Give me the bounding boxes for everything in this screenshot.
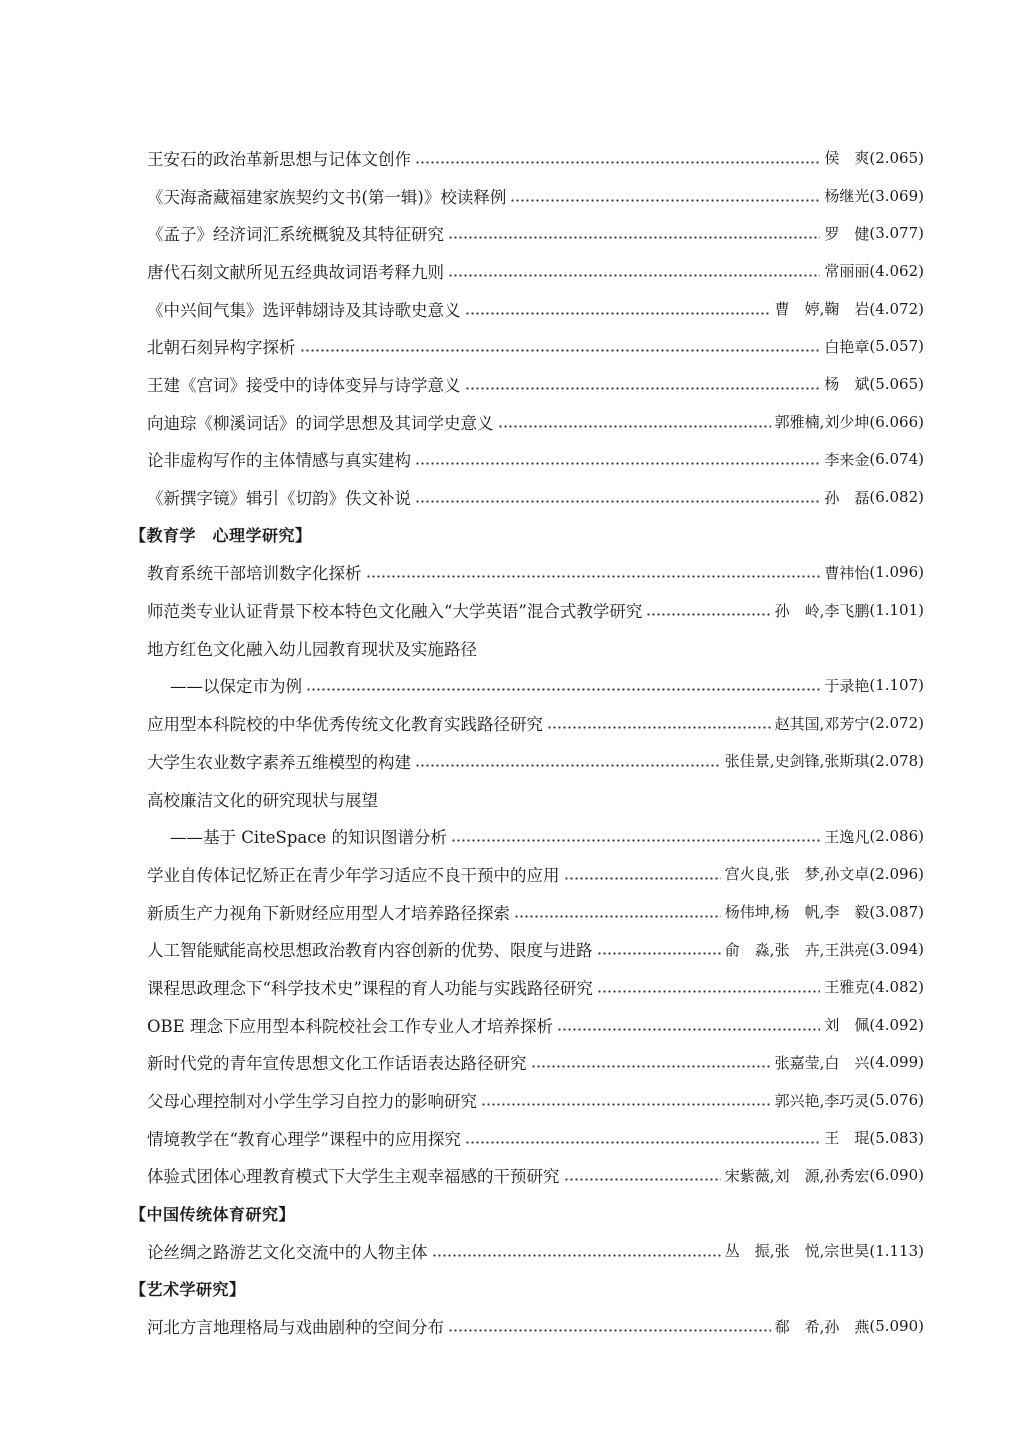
- dot-leader: [465, 1130, 820, 1146]
- entry-issue-page: (4.092): [869, 1015, 924, 1034]
- entry-title: 向迪琮《柳溪词话》的词学思想及其词学史意义: [147, 413, 494, 433]
- entry-title: 教育系统干部培训数字化探析: [147, 564, 362, 584]
- entry-title: 《中兴间气集》选评韩翃诗及其诗歌史意义: [147, 300, 461, 320]
- toc-entry: [0, 667, 1024, 705]
- toc-entry: [0, 591, 1024, 629]
- entry-title: 课程思政理念下“科学技术史”课程的育人功能与实践路径研究: [147, 978, 593, 998]
- entry-authors: 李来金: [824, 450, 870, 469]
- entry-authors: 白艳章: [824, 337, 870, 356]
- entry-authors: 杨继光: [824, 187, 870, 206]
- toc-entry: [0, 1044, 1024, 1082]
- dot-leader: [514, 904, 721, 920]
- dot-leader: [465, 301, 771, 317]
- toc-entry: [0, 441, 1024, 479]
- entry-title: 体验式团体心理教育模式下大学生主观幸福感的干预研究: [147, 1167, 560, 1187]
- dot-leader: [564, 866, 721, 882]
- toc-entry: [0, 1232, 1024, 1270]
- toc-entry: [0, 1119, 1024, 1157]
- dot-leader: [481, 1092, 771, 1108]
- entry-authors: 王雅克: [824, 978, 870, 997]
- entry-title: 新时代党的青年宣传思想文化工作话语表达路径研究: [147, 1054, 527, 1074]
- dot-leader: [415, 489, 820, 505]
- entry-issue-page: (4.099): [869, 1053, 924, 1072]
- dot-leader: [366, 564, 821, 580]
- toc-entry: [0, 1006, 1024, 1044]
- dot-leader: [597, 979, 820, 995]
- entry-authors: 杨 斌: [824, 375, 870, 394]
- entry-title: 高校廉洁文化的研究现状与展望: [147, 790, 378, 810]
- dot-leader: [547, 715, 771, 731]
- entry-issue-page: (3.077): [869, 224, 924, 243]
- entry-authors: 曹 婷,鞠 岩: [774, 300, 870, 319]
- entry-title: 王安石的政治革新思想与记体文创作: [147, 149, 411, 169]
- toc-entry: [0, 177, 1024, 215]
- entry-issue-page: (4.072): [869, 299, 924, 318]
- entry-issue-page: (5.065): [869, 374, 924, 393]
- entry-issue-page: (1.107): [869, 676, 924, 695]
- entry-authors: 王 琨: [824, 1129, 870, 1148]
- dot-leader: [306, 677, 820, 693]
- section-heading: [0, 1194, 1024, 1232]
- entry-authors: 孙 磊: [824, 488, 870, 507]
- toc-entry: [0, 817, 1024, 855]
- entry-title: 大学生农业数字素养五维模型的构建: [147, 752, 411, 772]
- entry-authors: 杨伟坤,杨 帆,李 毅: [724, 903, 870, 922]
- entry-authors: 张嘉莹,白 兴: [774, 1053, 870, 1072]
- toc-entry: [0, 403, 1024, 441]
- entry-title: 王建《宫词》接受中的诗体变异与诗学意义: [147, 375, 461, 395]
- entry-issue-page: (3.094): [869, 940, 924, 959]
- toc-entry: [0, 893, 1024, 931]
- dot-leader: [415, 451, 820, 467]
- section-label: 【艺术学研究】: [130, 1279, 246, 1299]
- entry-issue-page: (2.096): [869, 864, 924, 883]
- entry-title: 《天海斋藏福建家族契约文书(第一辑)》校读释例: [147, 187, 507, 207]
- dot-leader: [415, 150, 820, 166]
- dot-leader: [300, 338, 821, 354]
- entry-authors: 王逸凡: [824, 827, 870, 846]
- entry-authors: 刘 佩: [824, 1016, 870, 1035]
- entry-issue-page: (6.066): [869, 412, 924, 431]
- entry-title: 人工智能赋能高校思想政治教育内容创新的优势、限度与进路: [147, 941, 593, 961]
- entry-issue-page: (2.086): [869, 827, 924, 846]
- entry-title: 学业自传体记忆矫正在青少年学习适应不良干预中的应用: [147, 865, 560, 885]
- entry-issue-page: (6.074): [869, 450, 924, 469]
- dot-leader: [415, 753, 721, 769]
- entry-issue-page: (1.096): [869, 563, 924, 582]
- dot-leader: [448, 225, 820, 241]
- entry-title: 唐代石刻文献所见五经典故词语考释九则: [147, 262, 444, 282]
- entry-issue-page: (3.069): [869, 186, 924, 205]
- dot-leader: [448, 263, 820, 279]
- entry-issue-page: (6.090): [869, 1166, 924, 1185]
- entry-title: 北朝石刻异构字探析: [147, 338, 296, 358]
- entry-issue-page: (1.101): [869, 601, 924, 620]
- entry-title: 新质生产力视角下新财经应用型人才培养路径探索: [147, 903, 510, 923]
- entry-issue-page: (3.087): [869, 902, 924, 921]
- entry-title: 情境教学在“教育心理学”课程中的应用探究: [147, 1129, 461, 1149]
- toc-entry: [0, 930, 1024, 968]
- dot-leader: [646, 602, 770, 618]
- entry-authors: 宋紫薇,刘 源,孙秀宏: [724, 1166, 870, 1185]
- toc-entry: [0, 742, 1024, 780]
- toc-entry: [0, 1157, 1024, 1195]
- entry-authors: 曹祎怡: [824, 563, 870, 582]
- entry-issue-page: (2.065): [869, 148, 924, 167]
- entry-authors: 郭雅楠,刘少坤: [774, 413, 870, 432]
- entry-title: OBE 理念下应用型本科院校社会工作专业人才培养探析: [147, 1016, 553, 1036]
- toc-entry: [0, 327, 1024, 365]
- dot-leader: [557, 1017, 820, 1033]
- entry-authors: 孙 岭,李飞鹏: [774, 601, 870, 620]
- entry-issue-page: (4.062): [869, 261, 924, 280]
- entry-title: 《孟子》经济词汇系统概貌及其特征研究: [147, 225, 444, 245]
- dot-leader: [432, 1243, 721, 1259]
- entry-authors: 罗 健: [824, 224, 870, 243]
- entry-authors: 侯 爽: [824, 149, 870, 168]
- toc-entry: [0, 290, 1024, 328]
- entry-authors: 张佳景,史剑锋,张斯琪: [724, 752, 870, 771]
- entry-title: 论丝绸之路游艺文化交流中的人物主体: [147, 1242, 428, 1262]
- toc-entry: [0, 1081, 1024, 1119]
- toc-entry: [0, 1307, 1024, 1345]
- entry-authors: 常丽丽: [824, 262, 870, 281]
- section-label: 【中国传统体育研究】: [130, 1204, 296, 1224]
- toc-entry-title-line: [0, 629, 1024, 667]
- toc-entry: [0, 855, 1024, 893]
- toc-entry-title-line: [0, 780, 1024, 818]
- entry-issue-page: (2.072): [869, 714, 924, 733]
- entry-title: 河北方言地理格局与戏曲剧种的空间分布: [147, 1318, 444, 1338]
- entry-issue-page: (4.082): [869, 977, 924, 996]
- toc-entry: [0, 365, 1024, 403]
- entry-title: ——以保定市为例: [170, 677, 302, 697]
- entry-issue-page: (1.113): [869, 1241, 924, 1260]
- toc-entry: [0, 704, 1024, 742]
- entry-title: 地方红色文化融入幼儿园教育现状及实施路径: [147, 639, 477, 659]
- dot-leader: [564, 1167, 721, 1183]
- toc-entry: [0, 554, 1024, 592]
- entry-issue-page: (6.082): [869, 488, 924, 507]
- entry-issue-page: (5.090): [869, 1317, 924, 1336]
- entry-authors: 郭兴艳,李巧灵: [774, 1091, 870, 1110]
- dot-leader: [448, 1318, 771, 1334]
- entry-authors: 俞 淼,张 卉,王洪亮: [724, 940, 870, 959]
- entry-title: ——基于 CiteSpace 的知识图谱分析: [170, 828, 447, 848]
- table-of-contents: [0, 139, 1024, 1345]
- entry-title: 应用型本科院校的中华优秀传统文化教育实践路径研究: [147, 715, 543, 735]
- entry-issue-page: (2.078): [869, 751, 924, 770]
- dot-leader: [498, 414, 771, 430]
- dot-leader: [531, 1054, 771, 1070]
- entry-authors: 于录艳: [824, 676, 870, 695]
- entry-authors: 赵其国,邓芳宁: [774, 714, 870, 733]
- entry-title: 父母心理控制对小学生学习自控力的影响研究: [147, 1092, 477, 1112]
- toc-entry: [0, 139, 1024, 177]
- entry-authors: 宫火良,张 梦,孙文卓: [724, 865, 870, 884]
- section-heading: [0, 1270, 1024, 1308]
- dot-leader: [465, 376, 821, 392]
- entry-title: 师范类专业认证背景下校本特色文化融入“大学英语”混合式教学研究: [147, 602, 643, 622]
- entry-title: 论非虚构写作的主体情感与真实建构: [147, 451, 411, 471]
- entry-authors: 丛 振,张 悦,宗世昊: [724, 1242, 870, 1261]
- entry-issue-page: (5.076): [869, 1091, 924, 1110]
- toc-entry: [0, 478, 1024, 516]
- entry-title: 《新撰字镜》辑引《切韵》佚文补说: [147, 489, 411, 509]
- entry-issue-page: (5.083): [869, 1128, 924, 1147]
- toc-entry: [0, 214, 1024, 252]
- section-label: 【教育学 心理学研究】: [130, 526, 312, 546]
- entry-issue-page: (5.057): [869, 337, 924, 356]
- section-heading: [0, 516, 1024, 554]
- dot-leader: [510, 188, 820, 204]
- entry-authors: 郗 希,孙 燕: [774, 1317, 870, 1336]
- dot-leader: [597, 941, 721, 957]
- toc-entry: [0, 968, 1024, 1006]
- dot-leader: [451, 828, 820, 844]
- toc-entry: [0, 252, 1024, 290]
